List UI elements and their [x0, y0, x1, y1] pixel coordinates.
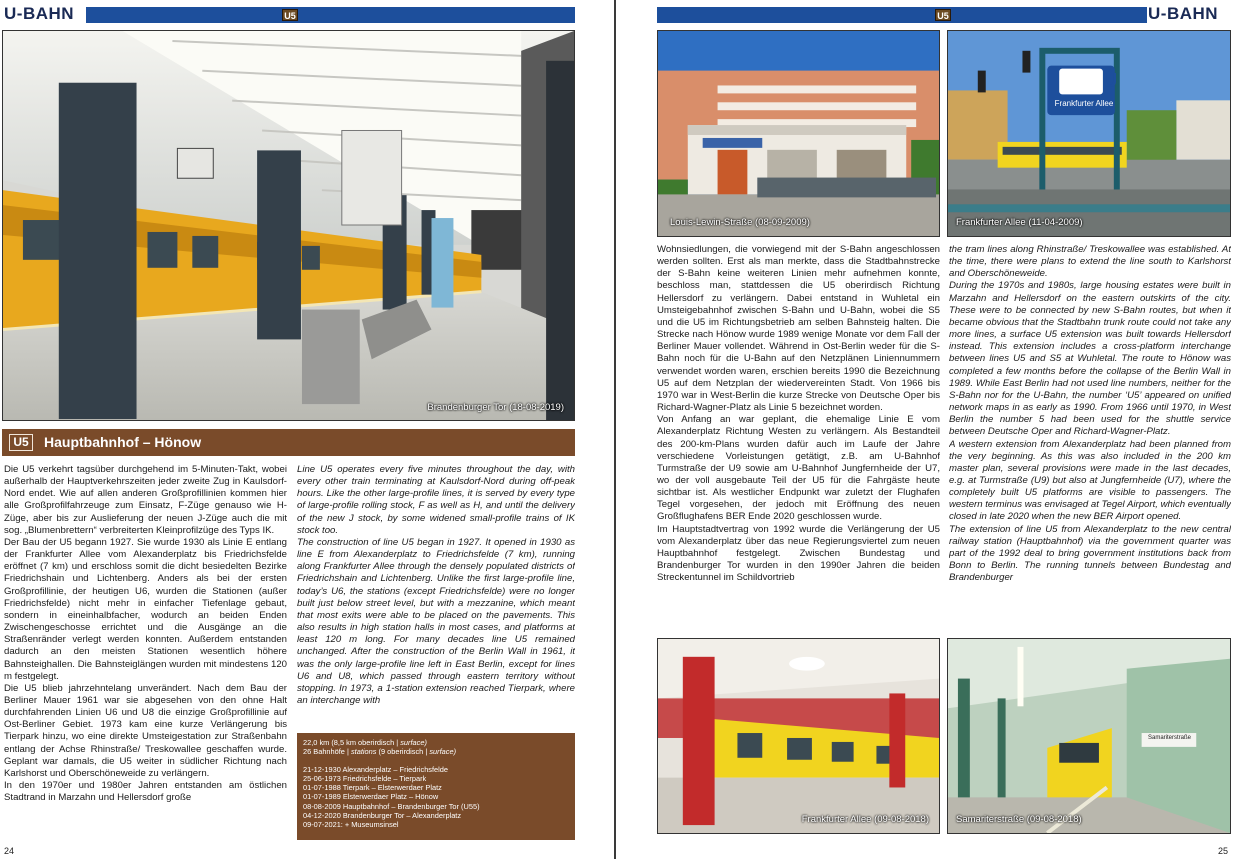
louis-lewin-illustration — [658, 31, 939, 236]
station-illustration — [3, 31, 574, 420]
photo-caption: Louis-Lewin-Straße (08-09-2009) — [670, 217, 810, 228]
header-bar — [657, 7, 1147, 23]
photo-caption: Frankfurter Allee (09-08-2018) — [801, 814, 929, 825]
facts-stations-de2: (9 oberirdisch | — [378, 747, 428, 757]
facts-date-2: 01-07-1988 Tierpark – Elsterwerdaer Platz — [303, 783, 442, 793]
german-body-text: Die U5 verkehrt tagsüber durchgehend im 5-Minuten-Takt, wobei außerhalb der Hauptverkehrszeiten jeder zweite Zug in Kaulsdorf-Nord endet. Wie auf allen anderen Großprofillinien kommen hier alle Großprofilfahrzeuge zum Einsatz, F-Züge genauso wie H-Züge, aber bis zur Auslieferung der neuen J-Züge auch die mit sog. „Blumenbrettern“ verbreiterten Kleinprofilzüge des Typs IK. Der Bau der U5 begann 1927. Sie wurde 1930 als Linie E entlang der Frankfurter Allee vom Alexanderplatz bis Friedrichsfelde eröffnet (7 km) und erschloss somit die dicht besiedelten Bezirke Friedrichshain und Lichtenberg. Anders als bei der ersten Großprofillinie, der heutigen U6, wurden die Stationen (außer Friedrichsfelde) nicht mehr in einfacher Tiefenlage gebaut, sondern in eineinhalbfacher, wodurch an beiden Enden Zwischengeschosse errichtet und die Ausgänge an die Straßenränder verlegt werden konnten. Außerdem entstanden dadurch an den meisten Stationen wesentlich höhere Bahnsteighallen. Die Bahnsteiglängen wurden mit mindestens 120 m festgelegt. Die U5 blieb jahrzehntelang unverändert. Nach dem Bau der Berliner Mauer 1961 war sie abgesehen von den ohne Halt durchfahrenden Linien U6 und U8 die einzige Großprofillinie auf Ost-Berliner Gebiet. 1973 kam eine kurze Verlängerung bis Tierpark hinzu, wo eine direkte Umsteigestation zur Straßenbahn entlang der Achse Rhinstraße/ Treskowallee geschaffen wurde. Geplant war damals, die U5 weiter in südlicher Richtung nach Karlshorst und Oberschöneweide zu verlängern. In den 1970er und 1980er Jahren entstanden am östlichen Stadtrand in Marzahn und Hellersdorf große — [4, 464, 287, 804]
photo-caption: Frankfurter Allee (11-04-2009) — [956, 217, 1083, 228]
english-text-column — [949, 244, 1231, 636]
photo-caption: Brandenburger Tor (18-08-2019) — [427, 402, 564, 413]
page-gutter — [614, 0, 616, 859]
header-bar — [86, 7, 575, 23]
line-badge: U5 — [935, 9, 951, 21]
brand-title: U-BAHN — [4, 4, 75, 23]
facts-length-de: 22,0 km (8,5 km oberirdisch | — [303, 738, 399, 747]
english-body-text: the tram lines along Rhinstraße/ Treskowallee was established. At the time, there were plans to extend the line south to Karlshorst and Oberschöneweide. During the 1970s and 1980s, large housing estates were built in Marzahn and Hellersdorf on the eastern outskirts of the city. These were to be connected by new S-Bahn routes, but when it became obvious that the Stadtbahn trunk route could not take any more lines, a surface U5 extension was built towards Hellersdorf instead. This extension includes a cross-platform interchange between lines U5 and S5 at Wuhletal. The route to Hönow was completed a few months before the collapse of the Berlin Wall in 1989. While East Berlin had not used line numbers, neither for the S-Bahn nor for the U-Bahn, the number ‘U5’ appeared on unified network maps in as early as 1990. From 1966 until 1970, in West Berlin the number 5 had been used for the shuttle service between Deutsche Oper and Richard-Wagner-Platz. A western extension from Alexanderplatz had been planned from the very beginning. As this was also included in the 200 km master plan, several provisions were made in the last decades, e.g. at Turmstraße (U9) but also at Jungfernheide (U7), where the completely built U5 platforms are visible to passengers. The western terminus was envisaged at Tegel Airport, which eventually closed in late 2020 when the new BER Airport opened. The extension of line U5 from Alexanderplatz to the new central railway station (Hauptbahnhof) via the government quarter was part of the 1992 deal to bring government institutions back from Bonn to Berlin. The running tunnels between Bundestag and Brandenburger — [949, 244, 1231, 584]
facts-date-5: 04-12-2020 Brandenburger Tor – Alexanderplatz — [303, 811, 462, 821]
frankfurter-allee-platform-illustration — [658, 639, 939, 833]
facts-date-4: 08-08-2009 Hauptbahnhof – Brandenburger Tor (U55) — [303, 801, 480, 811]
page-number-right: 25 — [1218, 846, 1229, 856]
german-body-text: Wohnsiedlungen, die vorwiegend mit der S-Bahn angeschlossen werden sollten. Erst als man merkte, dass die Stadtbahnstrecke der S-Bahn keine weiteren Linien mehr aufnehmen konnte, beschloss man, stattdessen die U5 oberirdisch Richtung Hellersdorf zu verlängern. Dabei entstand in Wuhletal ein Umsteigebahnhof zwischen S-Bahn und U-Bahn, wobei die S5 und die U5 im Richtungsbetrieb am selben Bahnsteig halten. Die Strecke nach Hönow wurde 1989 wenige Monate vor dem Fall der Berliner Mauer vollendet. Während in Ost-Berlin weder für die S-Bahn noch für die U-Bahn auf den Netzplänen Liniennummern verwendet worden waren, erschien bereits 1990 die Bezeichnung U5 auf dem Netzplan der wiedervereinten Stadt. Von 1966 bis 1970 war in West-Berlin die kurze Strecke von Deutsche Oper bis Richard-Wagner-Platz als Linie 5 bezeichnet worden. Von Anfang an war geplant, die ehemalige Linie E vom Alexanderplatz Richtung Westen zu verlängern. Als Bestandteil des 200-km-Plans wurden dafür auch im Laufe der Jahre verschiedene Vorleistungen getätigt, z.B. am U-Bahnhof Turmstraße der U9 sowie am U-Bahnhof Jungfernheide der U7, wo der voll ausgebaute Teil der U5 für die Fahrgäste heute sichtbar ist. Als westlicher Endpunkt war zuletzt der Flughafen Tegel vorgesehen, der jedoch mit Eröffnung des neuen Großflughafens BER Ende 2020 geschlossen wurde. Im Hauptstadtvertrag von 1992 wurde die Verlängerung der U5 vom Alexanderplatz über das neue Regierungsviertel zum neuen Hauptbahnhof festgelegt. Zwischen Bundestag und Brandenburger Tor wurden in den 1990er Jahren die beiden Streckentunnel im Schildvortrieb — [657, 244, 940, 584]
right-page — [618, 0, 1233, 859]
section-title: Hauptbahnhof – Hönow — [44, 434, 202, 450]
u-bahn-sign-letter: U — [1102, 70, 1118, 92]
german-text-column — [657, 244, 940, 636]
left-page — [0, 0, 612, 859]
facts-date-6: 09-07-2021: + Museumsinsel — [303, 820, 399, 830]
photo-samariterstrasse — [947, 638, 1231, 834]
section-line-badge: U5 — [9, 434, 33, 451]
facts-length-en: surface) — [400, 738, 427, 747]
facts-date-3: 01-07-1989 Elsterwerdaer Platz – Hönow — [303, 792, 439, 802]
facts-box — [297, 733, 575, 840]
frankfurter-allee-illustration — [948, 31, 1230, 236]
facts-stations-en: stations — [350, 747, 377, 757]
section-header — [2, 429, 575, 456]
facts-date-1: 25-06-1973 Friedrichsfelde – Tierpark — [303, 773, 427, 783]
photo-frankfurter-allee-2018 — [657, 638, 940, 834]
photo-caption: Samariterstraße (09-08-2018) — [956, 814, 1082, 825]
german-text-column — [4, 464, 287, 844]
station-sign-text: Samariterstraße — [1148, 735, 1192, 741]
facts-length — [303, 738, 569, 747]
brand-title: U-BAHN — [1148, 4, 1219, 23]
station-photo-brandenburger-tor — [2, 30, 575, 421]
facts-stations-de: 26 Bahnhöfe | — [303, 747, 349, 757]
photo-louis-lewin-strasse — [657, 30, 940, 237]
line-badge: U5 — [282, 9, 298, 21]
english-body-text: Line U5 operates every five minutes throughout the day, with every other train terminating at Kaulsdorf-Nord during off-peak hours. Like the other large-profile lines, it is served by every type of large-profile rolling stock, F as well as H, and until the delivery of the new J stock, by some widened small-profile trains of IK stock too. The construction of line U5 began in 1927. It opened in 1930 as line E from Alexanderplatz to Friedrichsfelde (7 km), running along Frankfurter Allee through the densely populated districts of Friedrichshain and Lichtenberg. Unlike the first large-profile line, today’s U6, the stations (except Friedrichsfelde) were no longer built just below street level, but with a mezzanine, which meant that most exits were able to be placed on the pavements. This also results in high station halls in most cases, and platforms at least 120 m long. For many decades line U5 remained unchanged. After the construction of the Berlin Wall in 1961, it was the only large-profile line left in East Berlin, except for lines U6 and U8, which passed through eastern territory without stopping. In 1973, a 1-station extension reached Tierpark, where an interchange with — [297, 464, 575, 706]
facts-date-0: 21-12-1930 Alexanderplatz – Friedrichsfelde — [303, 764, 449, 774]
facts-stations-en2: surface) — [429, 747, 457, 757]
photo-frankfurter-allee-2009 — [947, 30, 1231, 237]
english-text-column — [297, 464, 575, 729]
page-number-left: 24 — [4, 846, 15, 856]
u-bahn-sign-text: Frankfurter Allee — [1054, 99, 1114, 108]
facts-stations — [303, 747, 569, 756]
